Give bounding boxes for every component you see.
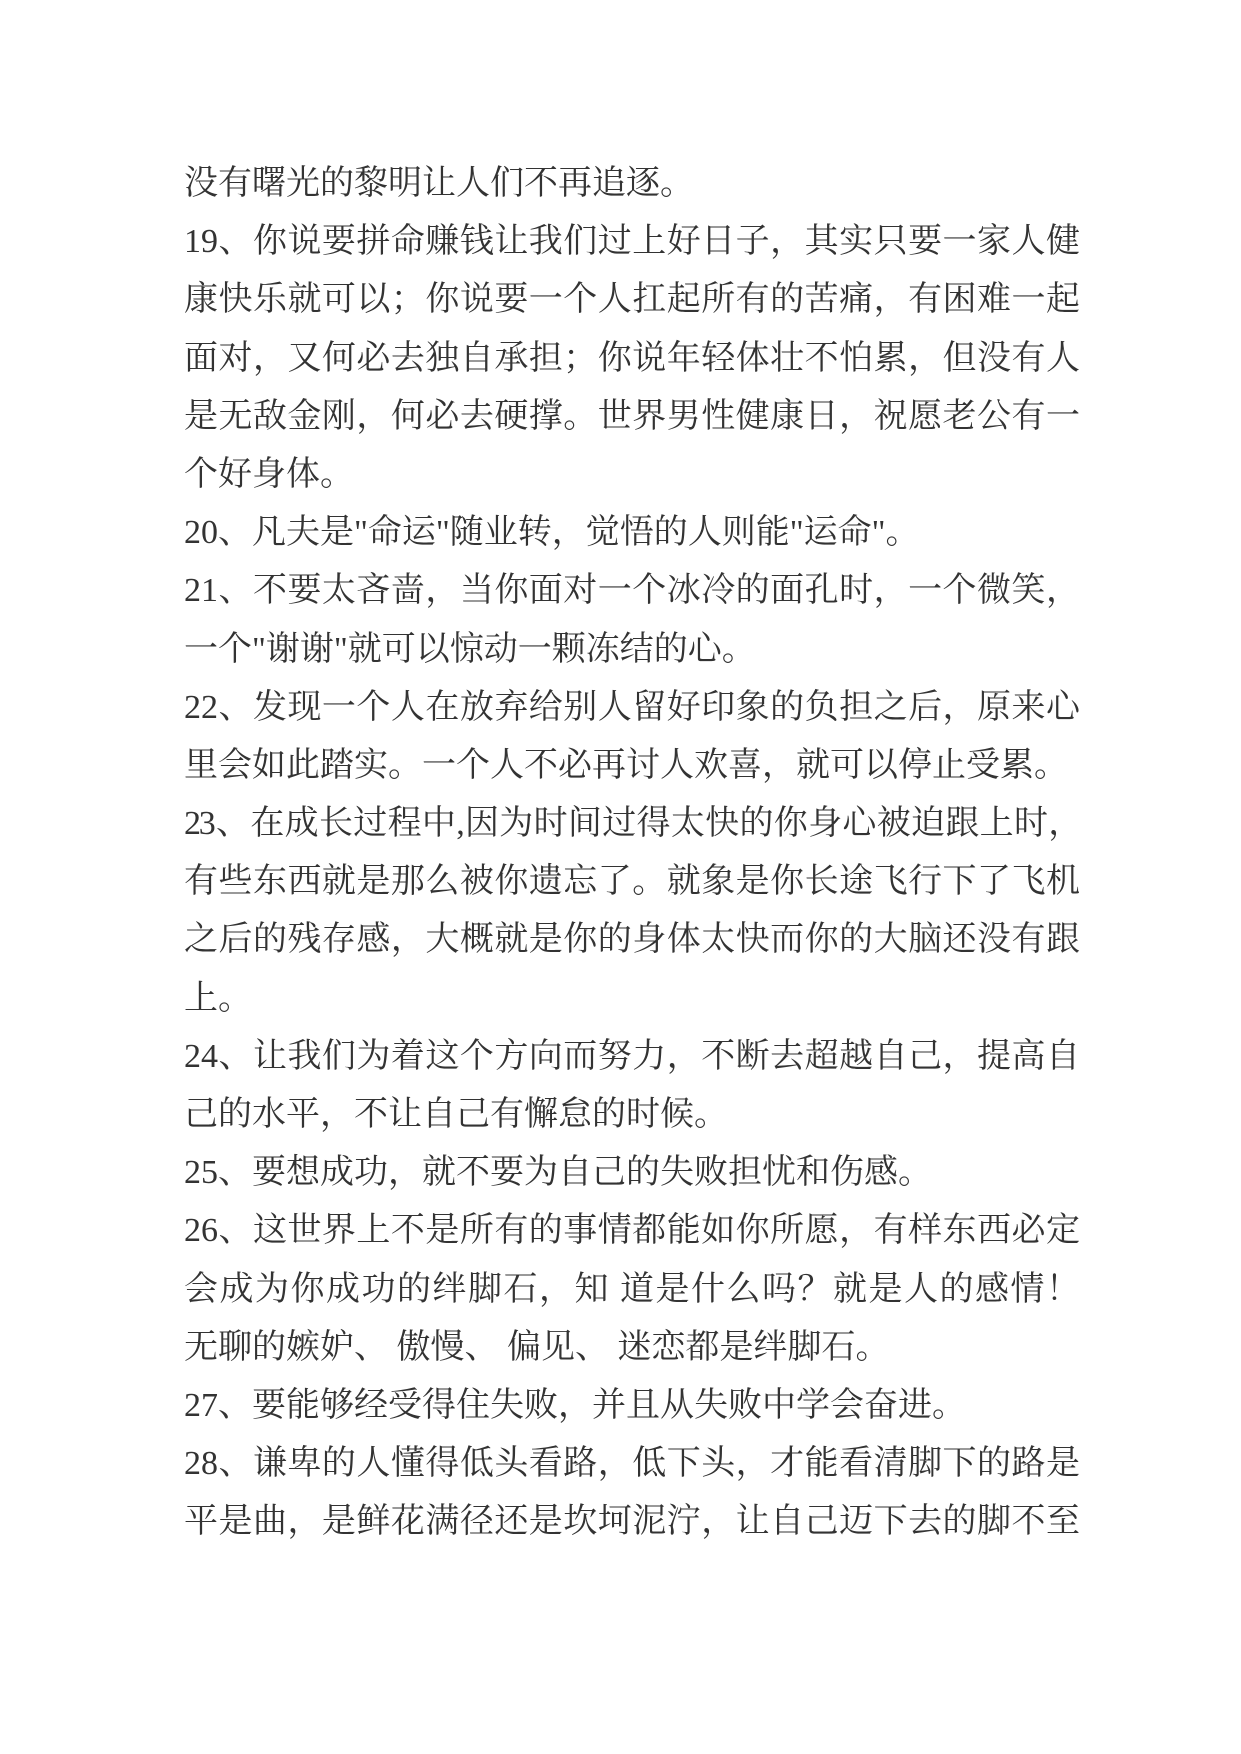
- text-line: 无聊的嫉妒、 傲慢、 偏见、 迷恋都是绊脚石。: [184, 1328, 890, 1366]
- text-line: 会成为你成功的绊脚石，知 道是什么吗？就是人的感情！: [184, 1270, 1080, 1308]
- text-line: 20、凡夫是"命运"随业转，觉悟的人则能"运命"。: [184, 514, 920, 552]
- text-line: 一个"谢谢"就可以惊动一颗冻结的心。: [184, 630, 756, 668]
- text-line: 没有曙光的黎明让人们不再追逐。: [184, 165, 694, 202]
- text-content: [184, 155, 1080, 1552]
- text-line: 有些东西就是那么被你遗忘了。就象是你长途飞行下了飞机: [184, 863, 1080, 901]
- text-line: 25、要想成功，就不要为自己的失败担忧和伤感。: [184, 1154, 932, 1192]
- text-line: 是无敌金刚，何必去硬撑。世界男性健康日，祝愿老公有一: [184, 397, 1080, 435]
- text-line: 上。: [184, 979, 252, 1017]
- text-line: 个好身体。: [184, 455, 354, 493]
- text-line: 21、不要太吝啬，当你面对一个冰冷的面孔时，一个微笑，: [184, 572, 1080, 610]
- text-line: 27、要能够经受得住失败，并且从失败中学会奋进。: [184, 1386, 966, 1424]
- text-line: 28、谦卑的人懂得低头看路，低下头，才能看清脚下的路是: [184, 1445, 1080, 1483]
- text-line: 24、让我们为着这个方向而努力，不断去超越自己，提高自: [184, 1037, 1080, 1075]
- text-line: 康快乐就可以；你说要一个人扛起所有的苦痛，有困难一起: [184, 281, 1080, 319]
- text-line: 之后的残存感，大概就是你的身体太快而你的大脑还没有跟: [184, 921, 1080, 959]
- text-line: 22、发现一个人在放弃给别人留好印象的负担之后，原来心: [184, 688, 1080, 726]
- text-line: 己的水平，不让自己有懈怠的时候。: [184, 1096, 728, 1133]
- text-line: 里会如此踏实。一个人不必再讨人欢喜，就可以停止受累。: [184, 746, 1068, 784]
- text-line: 平是曲，是鲜花满径还是坎坷泥泞，让自己迈下去的脚不至: [184, 1503, 1080, 1541]
- text-line: 面对，又何必去独自承担；你说年轻体壮不怕累，但没有人: [184, 339, 1080, 377]
- text-line: 26、这世界上不是所有的事情都能如你所愿，有样东西必定: [184, 1212, 1080, 1250]
- text-line: 23、在成长过程中,因为时间过得太快的你身心被迫跟上时，: [184, 805, 1080, 843]
- text-line: 19、你说要拼命赚钱让我们过上好日子，其实只要一家人健: [184, 223, 1080, 261]
